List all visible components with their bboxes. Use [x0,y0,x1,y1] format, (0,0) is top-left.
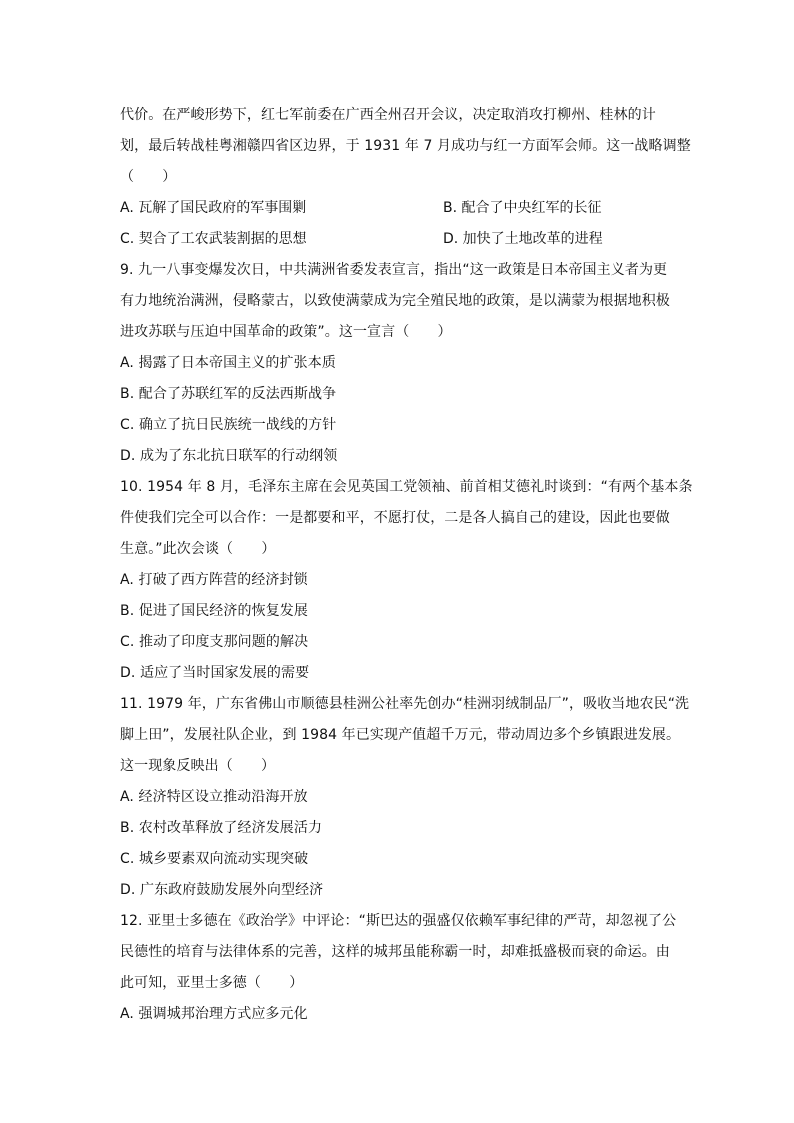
q8-option-d: D. 加快了土地改革的进程 [443,231,603,247]
q8-stem-line-1: 代价。在严峻形势下，红七军前委在广西全州召开会议，决定取消攻打柳州、桂林的计 [120,107,656,123]
q11-option-a: A. 经济特区设立推动沿海开放 [120,789,308,805]
q9-option-d: D. 成为了东北抗日联军的行动纲领 [120,448,338,464]
q11-stem-line-3: 这一现象反映出（ ） [120,758,276,774]
q8-option-c: C. 契合了工农武装割据的思想 [120,231,307,247]
q10-option-b: B. 促进了国民经济的恢复发展 [120,603,309,619]
q11-option-b: B. 农村改革释放了经济发展活力 [120,820,323,836]
q9-stem-line-3: 进攻苏联与压迫中国革命的政策”。这一宣言（ ） [120,324,452,340]
q9-option-c: C. 确立了抗日民族统一战线的方针 [120,417,337,433]
q8-stem-line-2: 划，最后转战桂粤湘赣四省区边界，于 1931 年 7 月成功与红一方面军会师。这一战略调整 [120,138,691,154]
question-content [120,100,693,1030]
q11-option-c: C. 城乡要素双向流动实现突破 [120,851,309,867]
q12-option-a: A. 强调城邦治理方式应多元化 [120,1006,308,1022]
q8-option-b: B. 配合了中央红军的长征 [443,200,602,216]
q8-stem-line-3: （ ） [120,169,177,185]
q8-options-row-1 [120,193,680,224]
q10-stem-line-1: 10. 1954 年 8 月，毛泽东主席在会见英国工党领袖、前首相艾德礼时谈到：“有两个基本条 [120,479,693,495]
q10-option-a: A. 打破了西方阵营的经济封锁 [120,572,308,588]
q12-stem-line-1: 12. 亚里士多德在《政治学》中评论：“斯巴达的强盛仅依赖军事纪律的严苛，却忽视了公 [120,913,677,929]
q9-stem-line-1: 9. 九一八事变爆发次日，中共满洲省委发表宣言，指出“这一政策是日本帝国主义者为更 [120,262,668,278]
q11-stem-line-2: 脚上田”，发展社队企业，到 1984 年已实现产值超千万元，带动周边多个乡镇跟进发展。 [120,727,681,743]
q12-stem-line-2: 民德性的培育与法律体系的完善，这样的城邦虽能称霸一时，却难抵盛极而衰的命运。由 [120,944,670,960]
q10-option-d: D. 适应了当时国家发展的需要 [120,665,310,681]
q11-stem-line-1: 11. 1979 年，广东省佛山市顺德县桂洲公社率先创办“桂洲羽绒制品厂”，吸收当地农民“洗 [120,696,690,712]
q11-option-d: D. 广东政府鼓励发展外向型经济 [120,882,324,898]
q12-stem-line-3: 此可知，亚里士多德（ ） [120,975,304,991]
q8-option-a: A. 瓦解了国民政府的军事围剿 [120,200,307,216]
q10-stem-line-2: 件使我们完全可以合作：一是都要和平，不愿打仗，二是各人搞自己的建设，因此也要做 [120,510,670,526]
q9-stem-line-2: 有力地统治满洲，侵略蒙古，以致使满蒙成为完全殖民地的政策，是以满蒙为根据地积极 [120,293,670,309]
q9-option-b: B. 配合了苏联红军的反法西斯战争 [120,386,337,402]
q8-options-row-2 [120,224,680,255]
q9-option-a: A. 揭露了日本帝国主义的扩张本质 [120,355,336,371]
q10-stem-line-3: 生意。”此次会谈（ ） [120,541,276,557]
q10-option-c: C. 推动了印度支那问题的解决 [120,634,309,650]
